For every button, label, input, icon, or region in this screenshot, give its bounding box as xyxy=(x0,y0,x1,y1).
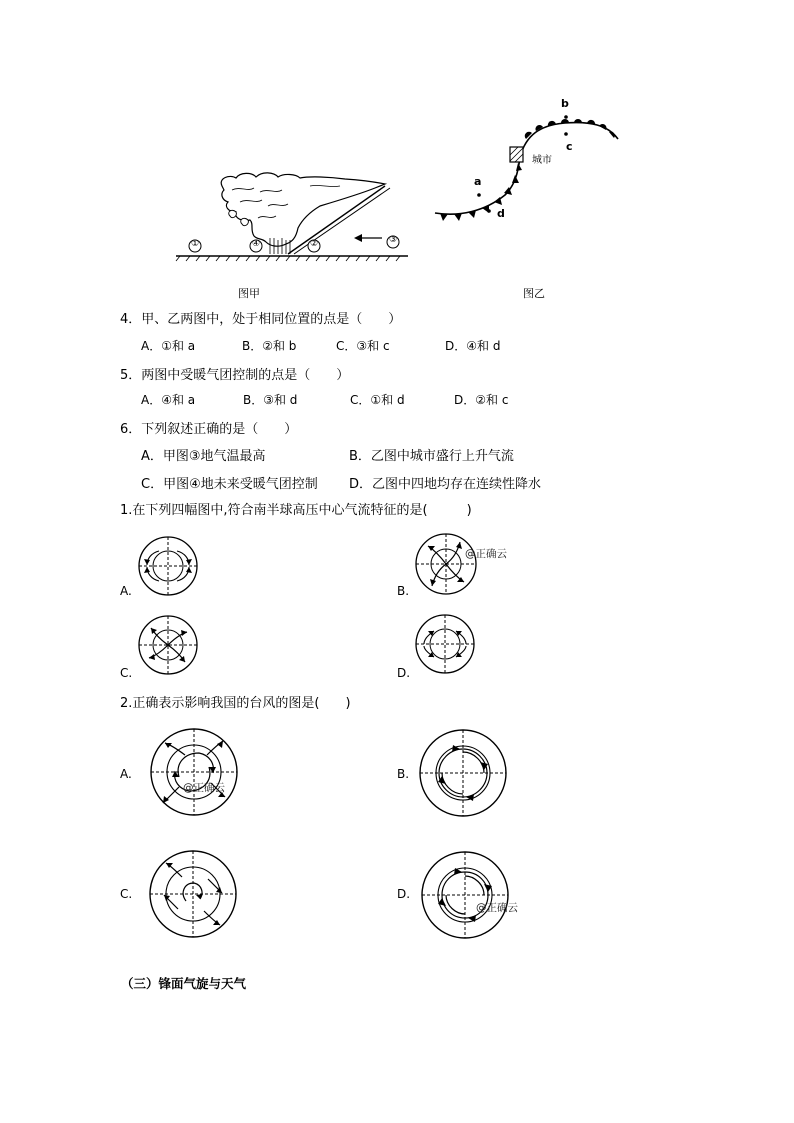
q6-option-a[interactable]: A．甲图③地气温最高 xyxy=(141,449,266,464)
label-4: ④ xyxy=(251,239,261,249)
front-cloud-diagram xyxy=(170,168,415,268)
point-c: c xyxy=(566,140,573,153)
q5-option-b[interactable]: B．③和 d xyxy=(243,393,298,407)
q1-label-a[interactable]: A. xyxy=(120,584,132,598)
question-1-stem: 1.在下列四幅图中,符合南半球高压中心气流特征的是( ) xyxy=(120,503,472,518)
q4-option-c[interactable]: C．③和 c xyxy=(336,339,390,353)
label-3: ③ xyxy=(388,235,398,245)
point-d: d xyxy=(497,207,505,220)
q2-diagram-b xyxy=(418,728,508,818)
q1-diagram-b xyxy=(414,532,478,596)
q2-label-c[interactable]: C. xyxy=(120,887,133,901)
question-2-stem: 2.正确表示影响我国的台风的图是( ) xyxy=(120,696,351,711)
figure-yi-caption: 图乙 xyxy=(523,287,545,300)
q6-option-c[interactable]: C．甲图④地未来受暖气团控制 xyxy=(141,477,318,492)
label-2: ② xyxy=(309,239,319,249)
q2-diagram-a xyxy=(149,727,239,817)
q1-diagram-a xyxy=(137,535,199,597)
q5-option-d[interactable]: D．②和 c xyxy=(454,393,509,407)
point-b: b xyxy=(561,97,569,110)
question-4-stem: 4．甲、乙两图中，处于相同位置的点是（ ） xyxy=(120,312,402,327)
q2-label-b[interactable]: B. xyxy=(397,767,410,781)
city-label: 城市 xyxy=(532,155,552,166)
q4-option-b[interactable]: B．②和 b xyxy=(242,339,297,353)
q2-label-d[interactable]: D. xyxy=(397,887,411,901)
figure-jia-caption: 图甲 xyxy=(238,287,260,300)
point-a: a xyxy=(474,175,482,188)
q1-label-c[interactable]: C. xyxy=(120,666,133,680)
watermark-q1b: @正确云 xyxy=(465,548,507,560)
q5-option-a[interactable]: A．④和 a xyxy=(141,393,196,407)
watermark-q2d: @正确云 xyxy=(476,902,518,914)
q1-label-b[interactable]: B. xyxy=(397,584,410,598)
q1-diagram-d xyxy=(414,613,476,675)
question-5-stem: 5．两图中受暖气团控制的点是（ ） xyxy=(120,368,350,383)
q6-option-d[interactable]: D．乙图中四地均存在连续性降水 xyxy=(349,477,542,492)
q4-option-a[interactable]: A．①和 a xyxy=(141,339,196,353)
question-6-stem: 6．下列叙述正确的是（ ） xyxy=(120,422,298,437)
label-1: ① xyxy=(190,239,200,249)
section-title: （三）锋面气旋与天气 xyxy=(121,976,247,991)
q6-option-b[interactable]: B．乙图中城市盛行上升气流 xyxy=(349,449,514,464)
q1-label-d[interactable]: D. xyxy=(397,666,411,680)
q2-diagram-c xyxy=(148,849,238,939)
q4-option-d[interactable]: D．④和 d xyxy=(445,339,501,353)
cyclone-front-diagram xyxy=(430,95,625,230)
q2-label-a[interactable]: A. xyxy=(120,767,132,781)
q1-diagram-c xyxy=(137,614,199,676)
watermark-q2a: @正确云 xyxy=(183,782,225,794)
q2-diagram-d xyxy=(420,850,510,940)
q5-option-c[interactable]: C．①和 d xyxy=(350,393,405,407)
